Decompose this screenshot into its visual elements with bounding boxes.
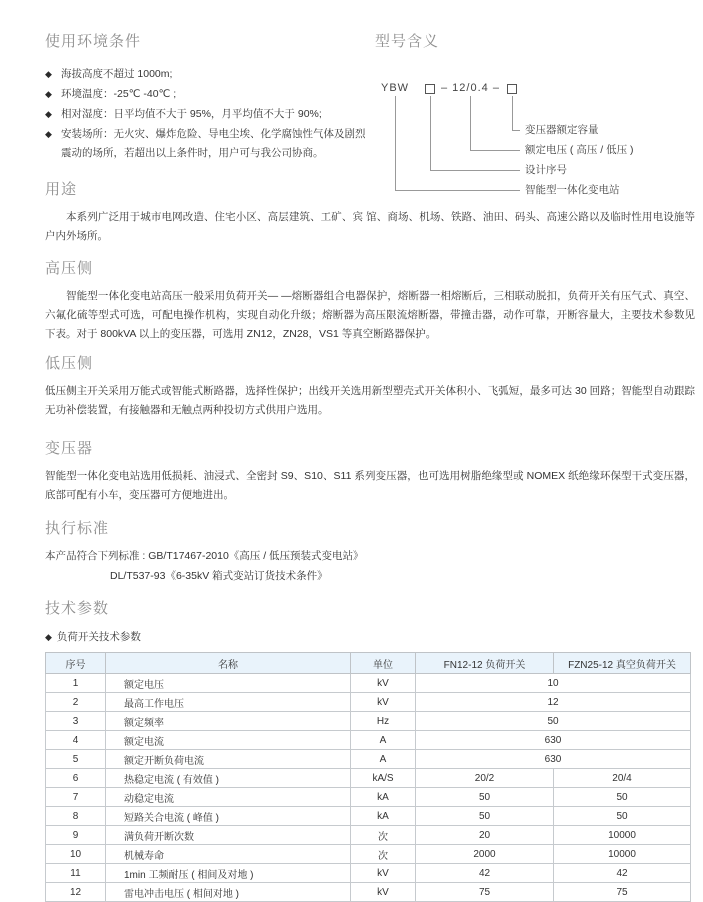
merged-value-cell: 630 — [416, 750, 691, 769]
row-number-cell: 9 — [46, 826, 106, 845]
unit-cell: kA/S — [351, 769, 416, 788]
environment-item-text: 海拔高度不超过 1000m; — [61, 68, 173, 80]
model-label: 变压器额定容量 — [525, 124, 599, 136]
environment-item-text: 安装场所：无火灾、爆炸危险、导电尘埃、化学腐蚀性气体及剧烈震动的场所，若超出以上条件时，用户可与我公司协商。 — [61, 128, 366, 159]
usage-section-title: 用途 — [45, 181, 78, 198]
lv-paragraph: 低压侧主开关采用万能式或智能式断路器，选择性保护；出线开关选用新型塑壳式开关体积小、飞弧短，最多可达 30 回路；智能型自动跟踪无功补偿装置，有接触器和无触点两种投切方式供用户选用。 — [45, 385, 695, 416]
model-label: 设计序号 — [525, 164, 567, 176]
tech-subtitle — [45, 629, 693, 644]
table-row — [46, 674, 691, 693]
merged-value-cell: 10 — [416, 674, 691, 693]
fn12-value-cell: 20/2 — [416, 769, 554, 788]
usage-paragraph: 本系列广泛用于城市电网改造、住宅小区、高层建筑、工矿、宾 馆、商场、机场、铁路、油田、码头、高速公路以及临时性用电设施等户内外场所。 — [45, 211, 695, 242]
fn12-value-cell: 50 — [416, 788, 554, 807]
model-connector-line — [395, 96, 520, 191]
environment-item-text: 环境温度：-25℃ -40℃ ; — [61, 88, 177, 100]
unit-cell: A — [351, 750, 416, 769]
merged-value-cell: 630 — [416, 731, 691, 750]
model-placeholder-box-1 — [425, 84, 435, 94]
row-number-cell: 1 — [46, 674, 106, 693]
environment-item — [45, 85, 375, 104]
param-name-cell: 额定开断负荷电流 — [106, 750, 351, 769]
row-number-cell: 4 — [46, 731, 106, 750]
standard-line-1: 本产品符合下列标准 : GB/T17467-2010《高压 / 低压预装式变电站》 — [45, 550, 364, 562]
environment-item-text: 相对湿度：日平均值不大于 95%，月平均值不大于 90%; — [61, 108, 322, 120]
table-header-row — [46, 653, 691, 674]
transformer-paragraph: 智能型一体化变电站选用低损耗、油浸式、全密封 S9、S10、S11 系列变压器，也可选用树脂绝缘型或 NOMEX 纸绝缘环保型干式变压器，底部可配有小车，变压器可方便地进出。 — [45, 470, 695, 501]
row-number-cell: 6 — [46, 769, 106, 788]
unit-cell: kA — [351, 807, 416, 826]
model-label: 额定电压 ( 高压 / 低压 ) — [525, 144, 634, 156]
section-transformer — [45, 437, 695, 505]
model-code-prefix: YBW — [381, 82, 410, 94]
fn12-value-cell: 50 — [416, 807, 554, 826]
fzn25-value-cell: 10000 — [554, 845, 691, 864]
section-low-voltage — [45, 352, 695, 420]
row-number-cell: 11 — [46, 864, 106, 883]
fn12-value-cell: 75 — [416, 883, 554, 902]
unit-cell: kV — [351, 693, 416, 712]
unit-cell: 次 — [351, 826, 416, 845]
table-row — [46, 731, 691, 750]
hv-paragraph: 智能型一体化变电站高压一般采用负荷开关— —熔断器组合电器保护，熔断器一相熔断后，三相联动脱扣，负荷开关有压气式、真空、六氟化硫等型式可选，可配电操作机构，实现自动化升级；熔断器为高压限流熔断器，带撞击器，动作可靠，开断容量大，主要技术参数见下表。对于 800kVA 以上的变压器，可选用 ZN12，ZN28，VS1 等真空断路器保护。 — [45, 290, 695, 340]
fzn25-value-cell: 75 — [554, 883, 691, 902]
diamond-bullet-icon: ◆ — [45, 129, 52, 139]
unit-cell: kV — [351, 674, 416, 693]
param-name-cell: 额定电流 — [106, 731, 351, 750]
fzn25-value-cell: 50 — [554, 807, 691, 826]
param-name-cell: 满负荷开断次数 — [106, 826, 351, 845]
unit-cell: Hz — [351, 712, 416, 731]
merged-value-cell: 50 — [416, 712, 691, 731]
model-label: 智能型一体化变电站 — [525, 184, 620, 196]
section-technical-parameters — [45, 597, 693, 902]
environment-item — [45, 65, 375, 84]
table-header-cell: 单位 — [351, 653, 416, 674]
table-row — [46, 883, 691, 902]
unit-cell: kA — [351, 788, 416, 807]
load-switch-params-table — [45, 652, 691, 902]
model-code-row — [375, 82, 695, 96]
diamond-bullet-icon: ◆ — [45, 69, 52, 79]
fn12-value-cell: 2000 — [416, 845, 554, 864]
table-row — [46, 845, 691, 864]
unit-cell: 次 — [351, 845, 416, 864]
param-name-cell: 机械寿命 — [106, 845, 351, 864]
environment-section-title: 使用环境条件 — [45, 33, 142, 50]
table-row — [46, 712, 691, 731]
model-placeholder-box-2 — [507, 84, 517, 94]
table-body — [46, 674, 691, 902]
table-header-cell: 序号 — [46, 653, 106, 674]
standard-line-2: DL/T537-93《6-35kV 箱式变站订货技术条件》 — [110, 570, 328, 582]
diamond-bullet-icon: ◆ — [45, 89, 52, 99]
param-name-cell: 热稳定电流 ( 有效值 ) — [106, 769, 351, 788]
unit-cell: kV — [351, 864, 416, 883]
tech-subtitle-text: 负荷开关技术参数 — [56, 631, 141, 643]
param-name-cell: 短路关合电流 ( 峰值 ) — [106, 807, 351, 826]
table-header-cell: 名称 — [106, 653, 351, 674]
table-row — [46, 750, 691, 769]
fn12-value-cell: 42 — [416, 864, 554, 883]
diamond-bullet-icon: ◆ — [45, 109, 52, 119]
unit-cell: A — [351, 731, 416, 750]
fzn25-value-cell: 20/4 — [554, 769, 691, 788]
lv-section-title: 低压侧 — [45, 355, 94, 372]
model-code-voltage: – 12/0.4 – — [441, 82, 500, 94]
standards-section-title: 执行标准 — [45, 520, 110, 537]
row-number-cell: 3 — [46, 712, 106, 731]
section-standards — [45, 517, 695, 586]
section-high-voltage — [45, 257, 695, 344]
section-environment — [45, 30, 375, 164]
merged-value-cell: 12 — [416, 693, 691, 712]
fzn25-value-cell: 10000 — [554, 826, 691, 845]
row-number-cell: 8 — [46, 807, 106, 826]
fn12-value-cell: 20 — [416, 826, 554, 845]
param-name-cell: 最高工作电压 — [106, 693, 351, 712]
table-row — [46, 769, 691, 788]
fzn25-value-cell: 50 — [554, 788, 691, 807]
row-number-cell: 5 — [46, 750, 106, 769]
table-header-cell: FN12-12 负荷开关 — [416, 653, 554, 674]
row-number-cell: 2 — [46, 693, 106, 712]
section-usage — [45, 178, 695, 246]
diamond-bullet-icon: ◆ — [45, 632, 52, 642]
table-row — [46, 826, 691, 845]
tech-section-title: 技术参数 — [45, 600, 110, 617]
table-row — [46, 788, 691, 807]
param-name-cell: 雷电冲击电压 ( 相间对地 ) — [106, 883, 351, 902]
environment-list — [45, 65, 375, 163]
table-header-cell: FZN25-12 真空负荷开关 — [554, 653, 691, 674]
environment-item — [45, 105, 375, 124]
transformer-section-title: 变压器 — [45, 440, 94, 457]
param-name-cell: 额定电压 — [106, 674, 351, 693]
param-name-cell: 动稳定电流 — [106, 788, 351, 807]
hv-section-title: 高压侧 — [45, 260, 94, 277]
row-number-cell: 12 — [46, 883, 106, 902]
param-name-cell: 1min 工频耐压 ( 相间及对地 ) — [106, 864, 351, 883]
table-row — [46, 693, 691, 712]
unit-cell: kV — [351, 883, 416, 902]
row-number-cell: 10 — [46, 845, 106, 864]
model-section-title: 型号含义 — [375, 33, 440, 50]
table-row — [46, 864, 691, 883]
environment-item — [45, 125, 375, 163]
row-number-cell: 7 — [46, 788, 106, 807]
table-row — [46, 807, 691, 826]
param-name-cell: 额定频率 — [106, 712, 351, 731]
fzn25-value-cell: 42 — [554, 864, 691, 883]
